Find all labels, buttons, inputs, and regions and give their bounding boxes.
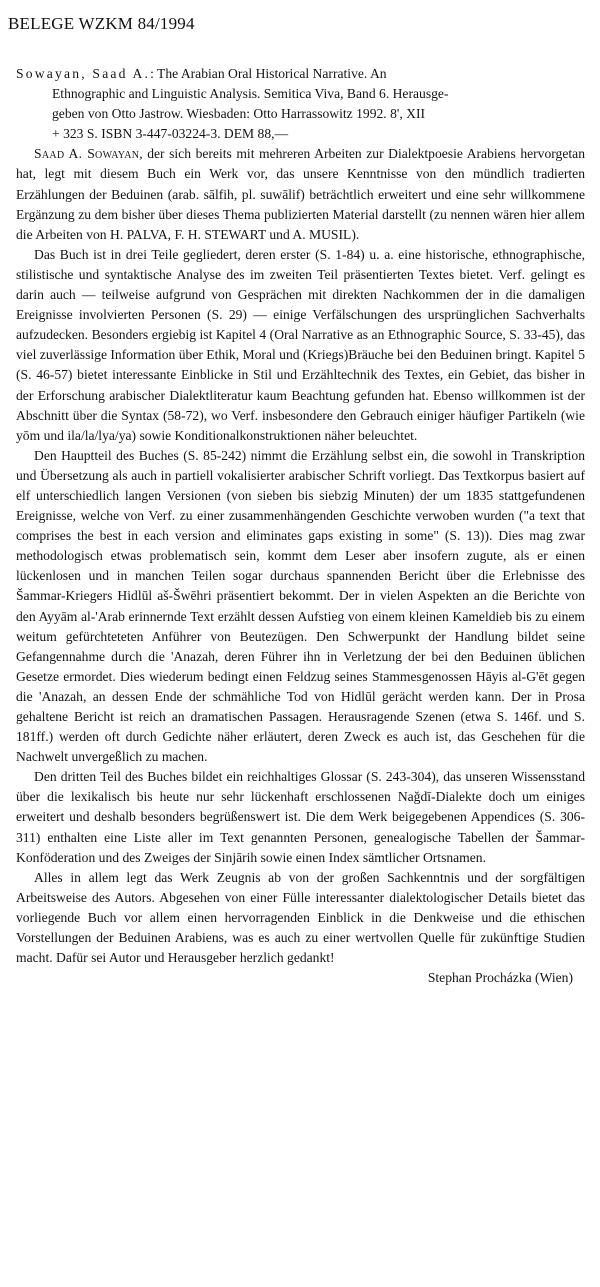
reviewer-signature: Stephan Procházka (Wien) [427, 970, 573, 986]
book-title: The Arabian Oral Historical Narrative. An [153, 66, 387, 81]
bibliographic-line: geben von Otto Jastrow. Wiesbaden: Otto Harrassowitz 1992. 8', XII [52, 106, 426, 122]
review-paragraph [16, 144, 585, 244]
author-name: Saad A. Sowayan [34, 146, 140, 162]
author-separator: : [150, 66, 154, 81]
bibliographic-line: Ethnographic and Linguistic Analysis. Semitica Viva, Band 6. Herausge- [52, 86, 449, 102]
bibliographic-line: + 323 S. ISBN 3-447-03224-3. DEM 88,— [52, 126, 289, 142]
running-head: BELEGE WZKM 84/1994 [8, 14, 195, 33]
review-paragraph: Den dritten Teil des Buches bildet ein reichhaltiges Glossar (S. 243-304), das unseren Wissensstand über die lexikalisch bis heute nur sehr lückenhaft erschlossenen Nağdī-Dialekte doch um einiges erweitert und deshalb besonders begrüßenswert ist. Die dem Werk beigegebenen Appendices (S. 306-311) enthalten eine Liste aller im Text genannten Personen, genealogische Tabellen der Šammar-Konföderation und des Zweiges der Sinjārih sowie einen Index sämtlicher Ortsnamen. [16, 769, 585, 865]
review-author: Sowayan, Saad A. [16, 66, 151, 81]
review-paragraph: Den Hauptteil des Buches (S. 85-242) nimmt die Erzählung selbst ein, die sowohl in Transkription und Übersetzung als auch in partiell vokalisierter arabischer Schrift vorliegt. Das Textkorpus basiert auf elf unterschiedlich langen Versionen (von sieben bis siebzig Minuten) der um 1835 stattgefundenen Ereignisse, welche von Verf. zu einer zusammenhängenden Geschichte verwoben wurden ("a text that comprises the best in each version and eliminates gaps existing in some" (S. 13)). Dies mag zwar methodologisch etwas problematisch sein, kommt dem Leser aber insofern zugute, als er einen lückenlosen und in manchen Teilen sogar durchaus spannenden Bericht über die Erlebnisse des Šammar-Kriegers Hidlūl aš-Šwēhri präsentiert bekommt. Der in vielen Aspekten an die Berichte von den Ayyām al-'Arab erinnernde Text erzählt dessen Aufstieg von einem kleinen Kameldieb bis zu einem weitum gefürchteteten Anführer von Beutezügen. Den Schwerpunkt der Handlung bildet seine Gefangennahme durch die 'Anazah, deren Führer ihn in Verletzung der bei den Beduinen üblichen Gesetze ermordet. Dies wiederum bedingt einen Feldzug seines Stammesgenossen Hāyis al-G'ēt gegen die 'Anazah, an dessen Ende der schmähliche Tod von Hidlūl gerächt werden kann. Der in Prosa gehaltene Bericht ist reich an dramatischen Passagen. Herausragende Szenen (etwa S. 146f. und S. 181ff.) werden oft durch Gedichte näher erläutert, deren Zweck es auch ist, das Geschehen für die Nachwelt unvergeßlich zu machen. [16, 447, 585, 765]
bibliographic-entry [16, 64, 585, 144]
paragraph-text: , der sich bereits mit mehreren Arbeiten zur Dialektpoesie Arabiens hervorgetan hat, legt mit diesem Buch ein Werk vor, das unsere Kenntnisse von den mündlich tradierten Erzählungen der Beduinen (arab. sālfih, pl. suwālif) beträchtlich erweitert und eine sehr willkommene Ergänzung zu dem bisher über dieses Thema publizierten Material darstellt (zu nennen wären hier allem die Arbeiten von H. PALVA, F. H. STEWART und A. MUSIL). [16, 146, 585, 242]
review-paragraph: Das Buch ist in drei Teile gegliedert, deren erster (S. 1-84) u. a. eine historische, ethnographische, stilistische und syntaktische Analyse des im zweiten Teil präsentierten Textes bietet. Verf. gelingt es darin auch — teilweise aufgrund von Gesprächen mit direkten Nachkommen der in die damaligen Ereignisse involvierten Personen (S. 29) — einige Verfälschungen des ursprünglichen Sachverhalts aufzudecken. Besonders ergiebig ist Kapitel 4 (Oral Narrative as an Ethnographic Source, S. 33-45), das viel zuverlässige Information über Ethik, Moral und (Kriegs)Bräuche bei den Beduinen bringt. Kapitel 5 (S. 46-57) bietet interessante Einblicke in Stil und Erzähltechnik des Textes, ein Gebiet, das bisher in der Erforschung arabischer Dialektliteratur kaum Beachtung gefunden hat. Ebenso willkommen ist der Abschnitt über die Syntax (58-72), wo Verf. insbesondere den Gebrauch einiger häufiger Partikeln (wie yōm und ila/la/lya/ya) sowie Konditionalkonstruktionen näher beleuchtet. [16, 246, 585, 443]
review-paragraph: Alles in allem legt das Werk Zeugnis ab von der großen Sachkenntnis und der sorgfältigen Arbeitsweise des Autors. Abgesehen von einer Fülle interessanter dialektologischer Details bietet das vorliegende Buch vor allem einen hervorragenden Einblick in die Denkweise und die ethischen Vorstellungen der Beduinen Arabiens, was es auch zu einer wertvollen Quelle für zukünftige Studien macht. Dafür sei Autor und Herausgeber herzlich gedankt! [16, 869, 585, 966]
book-review [16, 64, 585, 988]
